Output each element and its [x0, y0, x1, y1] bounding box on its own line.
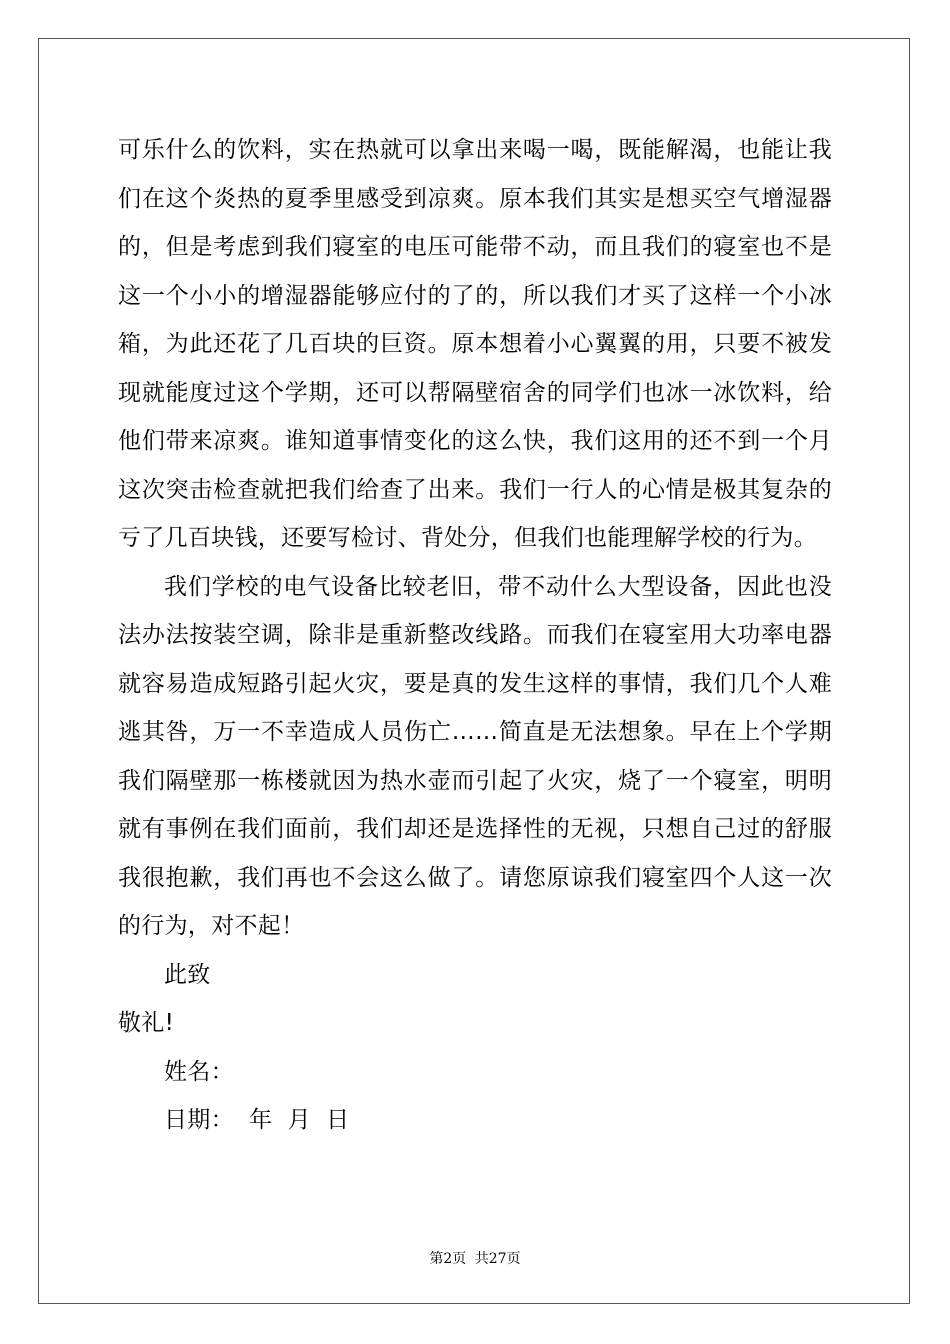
body-line: 我很抱歉，我们再也不会这么做了。请您原谅我们寝室四个人这一次 — [118, 864, 832, 891]
closing-salutation: 此致 — [164, 961, 211, 988]
signature-name: 姓名： — [164, 1058, 234, 1085]
closing-regards: 敬礼! — [118, 1010, 175, 1036]
body-line: 箱，为此还花了几百块的巨资。原本想着小心翼翼的用，只要不被发 — [118, 331, 832, 357]
body-line: 可乐什么的饮料，实在热就可以拿出来喝一喝，既能解渴，也能让我 — [118, 137, 832, 163]
body-line: 的行为，对不起！ — [118, 913, 305, 939]
body-line: 逃其咎，万一不幸造成人员伤亡……简直是无法想象。早在上个学期 — [118, 719, 832, 745]
signature-date: 日期： 年 月 日 — [164, 1107, 350, 1133]
body-line: 就容易造成短路引起火灾，要是真的发生这样的事情，我们几个人难 — [118, 670, 832, 697]
body-line: 亏了几百块钱，还要写检讨、背处分，但我们也能理解学校的行为。 — [118, 525, 817, 551]
page-number: 第2页 — [429, 1251, 467, 1267]
body-line: 的，但是考虑到我们寝室的电压可能带不动，而且我们的寝室也不是 — [118, 234, 832, 260]
body-line: 这一个小小的增湿器能够应付的了的，所以我们才买了这样一个小冰 — [118, 282, 832, 309]
body-line: 这次突击检查就把我们给查了出来。我们一行人的心情是极其复杂的 — [118, 476, 832, 503]
letter-body — [118, 126, 832, 1145]
page-footer — [0, 1248, 950, 1268]
body-line: 我们隔壁那一栋楼就因为热水壶而引起了火灾，烧了一个寝室，明明 — [118, 767, 832, 794]
body-line: 现就能度过这个学期，还可以帮隔壁宿舍的同学们也冰一冰饮料，给 — [118, 379, 832, 406]
paragraph-start-line: 我们学校的电气设备比较老旧，带不动什么大型设备，因此也没 — [164, 573, 832, 600]
body-line: 他们带来凉爽。谁知道事情变化的这么快，我们这用的还不到一个月 — [118, 428, 832, 454]
body-line: 法办法按装空调，除非是重新整改线路。而我们在寝室用大功率电器 — [118, 622, 832, 648]
body-line: 就有事例在我们面前，我们却还是选择性的无视，只想自己过的舒服 — [118, 816, 832, 842]
body-line: 们在这个炎热的夏季里感受到凉爽。原本我们其实是想买空气增湿器 — [118, 185, 832, 212]
page-total: 共27页 — [474, 1251, 521, 1267]
